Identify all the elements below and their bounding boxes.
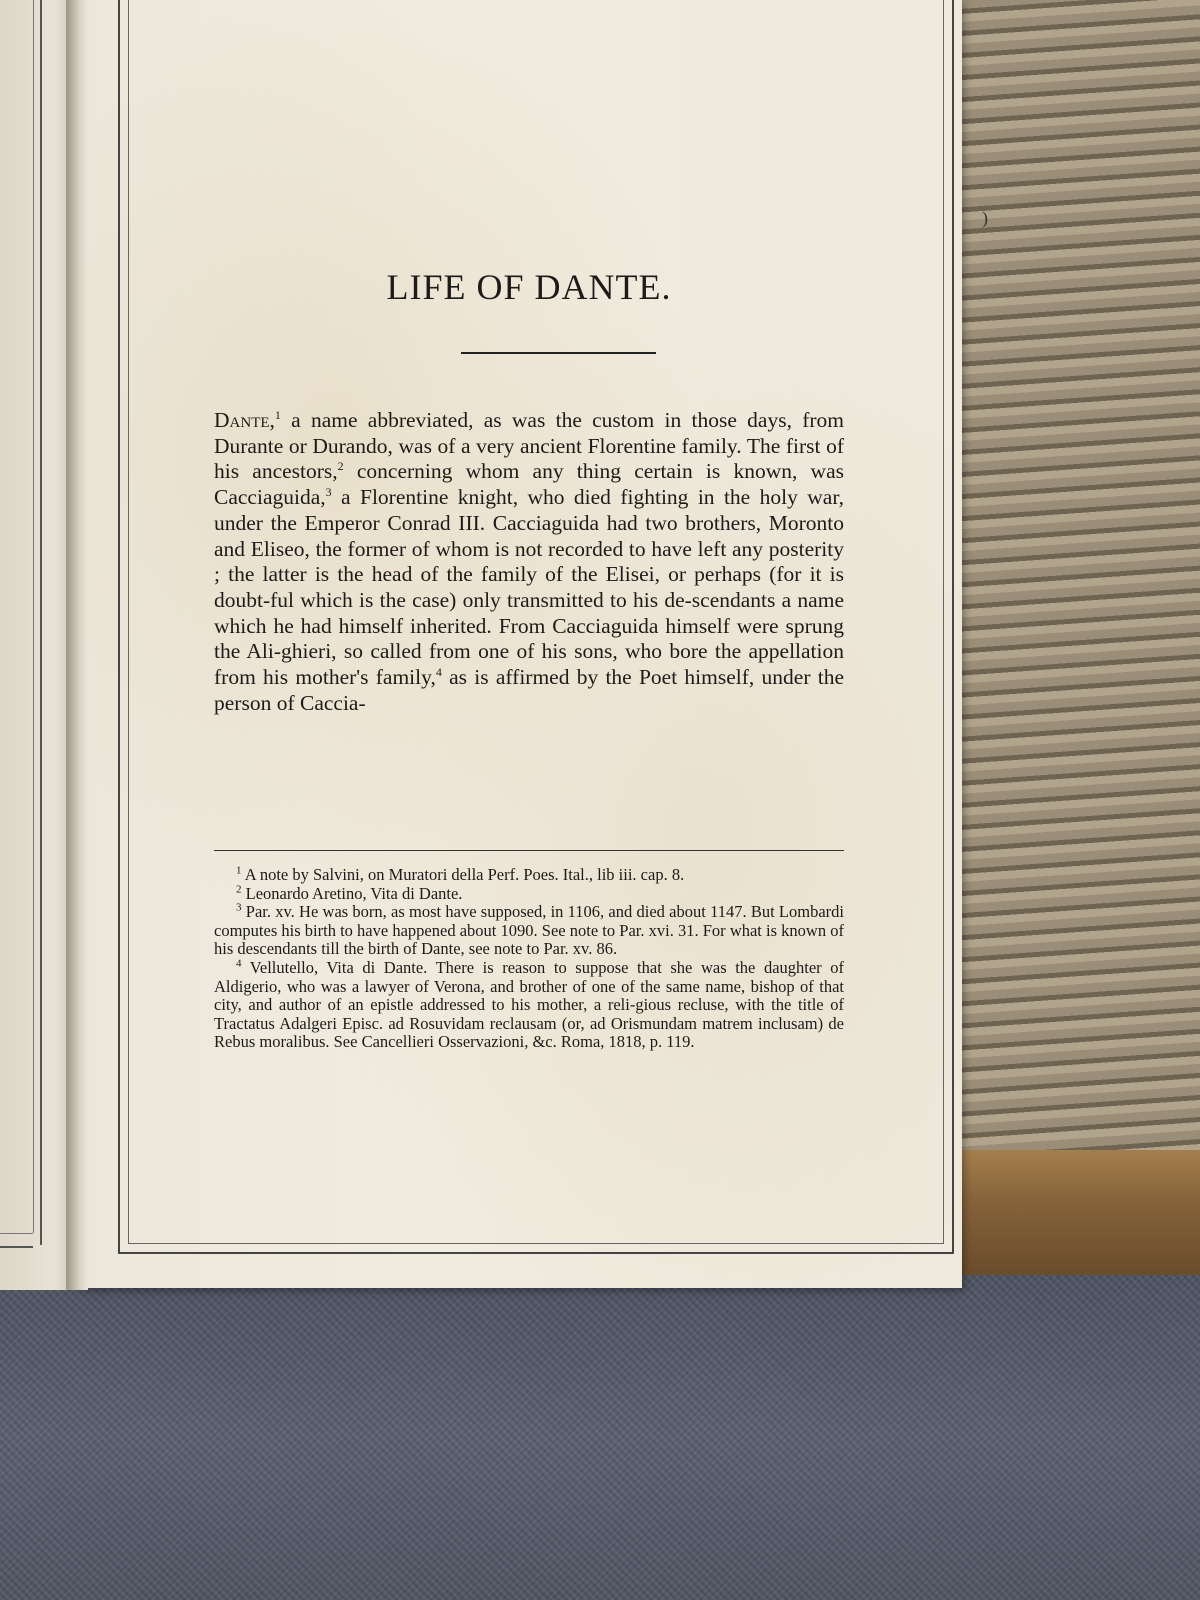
title-rule — [461, 352, 656, 354]
wooden-edge — [940, 1150, 1200, 1275]
chapter-title: LIFE OF DANTE. — [386, 267, 672, 307]
stray-mark: ) — [982, 208, 988, 228]
footnote-number: 1 — [236, 864, 242, 877]
footnote — [214, 866, 844, 885]
facing-page-border-bottom — [0, 1233, 33, 1248]
footnote-ref: 4 — [435, 664, 442, 679]
footnote-text: Vellutello, Vita di Dante. There is reason to suppose that she was the daughter of Aldigerio, who was a lawyer of Verona, and brother of one of the same name, bishop of that city, and author of an epistle addressed to his mother, a reli-gious recluse, with the title of Tractatus Adalgeri Episc. ad Rosuvidam reclausam (or, ad Orismundam matrem inclusam) de Rebus moralibus. See Cancellieri Osservazioni, &c. Roma, 1818, p. 119. — [214, 957, 844, 1052]
page-gutter-shadow — [66, 0, 88, 1290]
footnote-text: Par. xv. He was born, as most have supposed, in 1106, and died about 1147. But Lombardi computes his birth to have happened about 1090. See note to Par. xvi. 31. For what is known of his descendants till the birth of Dante, see note to Par. xv. 86. — [214, 902, 845, 959]
body-segment: a name abbreviated, as was the custom in those days, from Durante or Durando, was of a very ancient Florentine family. The first of his ancestors, — [214, 408, 844, 484]
footnote — [214, 903, 844, 959]
page-content — [214, 0, 988, 1200]
body-segment: a Florentine knight, who died fighting in the holy war, under the Emperor Conrad III. Cacciaguida had two brothers, Moronto and Eliseo, the former of whom is not recorded to have left any posterity ; the latter is the head of the family of the Elisei, or perhaps (for it is doubt-ful which is the case) only transmitted to his de-scendants a name which he had himself inherited. From Cacciaguida himself were sprung the Ali-ghieri, so called from one of his sons, who bore the appellation from his mother's family, — [214, 485, 844, 690]
footnotes — [214, 866, 844, 1052]
footnote-ref: 2 — [337, 459, 344, 474]
footnote-number: 3 — [236, 901, 242, 914]
footnote-text: A note by Salvini, on Muratori della Perf. Poes. Ital., lib iii. cap. 8. — [244, 865, 685, 884]
footnote-number: 2 — [236, 883, 242, 896]
body-paragraph — [214, 408, 844, 716]
body-segment: as is affirmed by the Poet himself, under the person of Caccia- — [214, 665, 844, 715]
towel-background — [960, 0, 1200, 1160]
footnote-ref: 3 — [325, 484, 332, 499]
lead-word: Dante, — [214, 408, 275, 432]
footnote-ref: 1 — [274, 407, 281, 422]
book-page — [78, 0, 988, 1288]
footnote-number: 4 — [236, 957, 242, 970]
body-segment: concerning whom any thing certain is known, was Cacciaguida, — [214, 459, 844, 510]
footnote — [214, 959, 844, 1052]
footnote-text: Leonardo Aretino, Vita di Dante. — [245, 883, 463, 903]
carpet-background — [0, 1270, 1200, 1600]
facing-page-border-inner — [0, 0, 34, 1233]
footnote-rule — [214, 850, 844, 851]
footnote — [214, 885, 844, 904]
